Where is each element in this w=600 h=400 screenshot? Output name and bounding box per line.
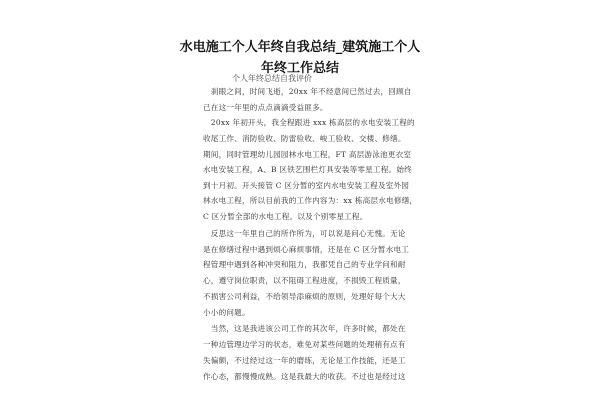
document-subtitle: 个人年终总结自我评价 bbox=[232, 74, 312, 83]
body-line: 林水电工程，所以目前我的工作内容为：xx 栋高层水电修缮， bbox=[203, 196, 418, 205]
body-line: 20xx 年初开头，我全程跟进 xxx 栋高层的水电安装工程的 bbox=[203, 118, 415, 127]
body-line: 刹眼之间，时间飞逝，20xx 年不经意间已然过去，回顾自 bbox=[203, 87, 412, 96]
body-line: 程管理中遇到各种冲突和阻力，我都凭自己的专业学问和耐 bbox=[203, 260, 406, 269]
document-title-line-1: 水电施工个人年终自我总结_建筑施工个人 bbox=[179, 40, 421, 55]
body-line: 己在这一年里的点点滴滴受益匪多。 bbox=[203, 103, 328, 112]
body-line: 小小的问题。 bbox=[203, 308, 250, 317]
body-line: 不损害公司利益，不给领导添麻烦的原则，处理好每个大大 bbox=[203, 292, 406, 301]
body-line: 一种边管理边学习的状态，难免对某些问题的处理稍有点有 bbox=[203, 340, 406, 349]
body-line: 是在修缮过程中遇到烦心麻烦事情，还是在 C 区分暂水电工 bbox=[203, 245, 410, 254]
body-line: 失偏颇，不过经过这一年的磨练，无论是工作技能，还是工 bbox=[203, 356, 406, 365]
body-line: 当然，这是我进该公司工作的其次年，许多时候，都处在 bbox=[203, 324, 406, 333]
body-line: 到十月初。开头接管 C 区分暂的室内水电安装工程及室外园 bbox=[203, 181, 410, 190]
body-line: 反思这一年里自己的所作所为，可以说是问心无愧。无论 bbox=[203, 229, 406, 238]
document-title-line-2: 年终工作总结 bbox=[260, 61, 339, 76]
body-line: 作心态，都慢慢成熟。这是我最大的收获。不过也是经过这 bbox=[203, 372, 406, 381]
body-line: 心，遵守岗位职责，以不阻碍工程进度，不损毁工程质量， bbox=[203, 276, 406, 285]
body-line: 收尾工作、消防验收、防雷验收、峻工验收、交楼、修缮。 bbox=[203, 134, 406, 143]
body-line: 水电安装工程，A、B 区铁艺围栏灯具安装等零星工程。始终 bbox=[203, 165, 412, 174]
body-line: C 区分暂全部的水电工程。以及个别零星工程。 bbox=[203, 212, 368, 221]
body-line: 期间，同时管理幼儿园园林水电工程，FT 高层游泳池更衣室 bbox=[203, 150, 412, 159]
